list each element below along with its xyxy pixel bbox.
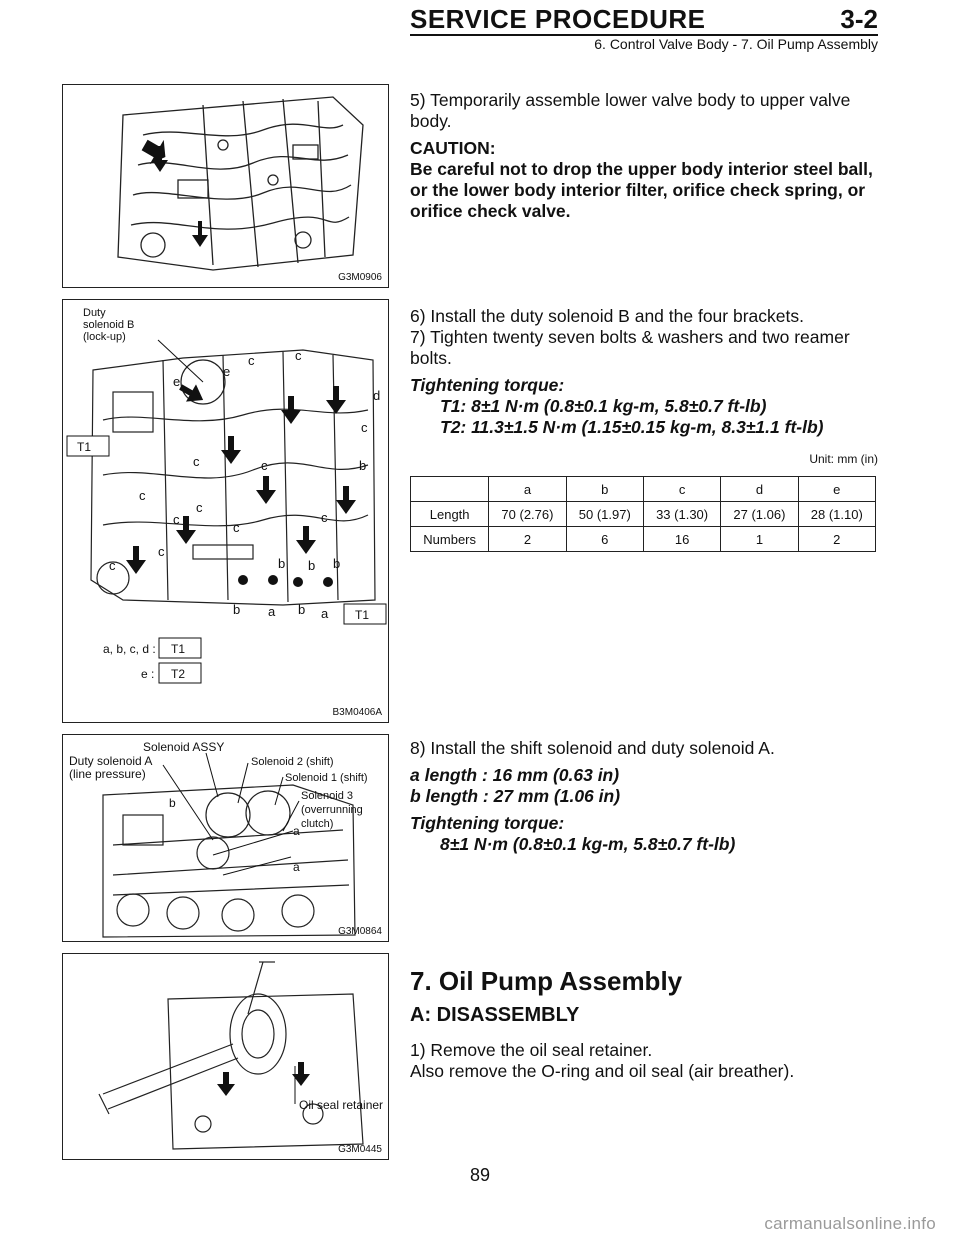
- table-cell: 6: [566, 527, 643, 552]
- section7-step1: 1) Remove the oil seal retainer.: [410, 1040, 653, 1060]
- table-unit: Unit: mm (in): [809, 452, 878, 466]
- oil-seal-retainer-label: Oil seal retainer: [299, 1098, 384, 1112]
- figure-bolt-locations: [62, 299, 389, 723]
- table-cell: 70 (2.76): [489, 502, 566, 527]
- t1-tag: T1: [355, 608, 370, 622]
- figure-id: G3M0864: [338, 926, 382, 937]
- table-header-cell: c: [643, 477, 720, 502]
- duty-solenoid-label-2: solenoid B: [83, 319, 135, 331]
- page-number: 89: [469, 1165, 491, 1185]
- b-length: b length : 27 mm (1.06 in): [410, 786, 621, 806]
- table-cell: 33 (1.30): [643, 502, 720, 527]
- section-title: 7. Oil Pump Assembly: [410, 966, 683, 996]
- label-b: b: [333, 556, 341, 571]
- table-header-cell: b: [566, 477, 643, 502]
- legend-e: e :: [141, 667, 155, 681]
- figure-id: B3M0406A: [332, 707, 382, 718]
- label-c: c: [193, 454, 200, 469]
- table-cell: 50 (1.97): [566, 502, 643, 527]
- section-number: 3-2: [840, 4, 878, 34]
- step6-text: 6) Install the duty solenoid B and the four brackets.: [410, 306, 804, 326]
- label-e: e: [173, 374, 181, 389]
- label-c: c: [233, 520, 240, 535]
- oil-pump-illustration: [63, 954, 388, 1159]
- step8-text: 8) Install the shift solenoid and duty solenoid A.: [410, 738, 775, 758]
- solenoid2-label: Solenoid 2 (shift): [251, 756, 334, 768]
- solenoid3-label-3: clutch): [301, 818, 334, 830]
- torque-title: Tightening torque:: [410, 813, 565, 833]
- table-row: [411, 527, 876, 552]
- step5-text: 5) Temporarily assemble lower valve body to upper valve body.: [410, 90, 851, 131]
- solenoid-assy-label: Solenoid ASSY: [143, 740, 225, 754]
- legend-abcd: a, b, c, d :: [103, 642, 156, 656]
- label-a: a: [321, 606, 329, 621]
- label-a: a: [293, 824, 300, 838]
- duty-a-label-2: (line pressure): [69, 767, 146, 781]
- solenoid3-label-2: (overrunning: [301, 804, 363, 816]
- label-b: b: [359, 458, 367, 473]
- valve-body-illustration: [63, 85, 388, 287]
- label-c: c: [321, 510, 328, 525]
- label-c: c: [248, 353, 255, 368]
- table-cell: Numbers: [411, 527, 489, 552]
- solenoid1-label: Solenoid 1 (shift): [285, 772, 368, 784]
- label-c: c: [196, 500, 203, 515]
- duty-solenoid-label-1: Duty: [83, 307, 106, 319]
- torque-value: 8±1 N·m (0.8±0.1 kg-m, 5.8±0.7 ft-lb): [440, 834, 736, 854]
- table-cell: 28 (1.10): [798, 502, 875, 527]
- table-cell: 16: [643, 527, 720, 552]
- label-b: b: [278, 556, 286, 571]
- step8-block: [410, 738, 878, 861]
- torque-t1: T1: 8±1 N·m (0.8±0.1 kg-m, 5.8±0.7 ft-lb): [440, 396, 767, 416]
- watermark: carmanualsonline.info: [764, 1214, 936, 1233]
- figure-oil-pump: [62, 953, 389, 1160]
- torque-t2: T2: 11.3±1.5 N·m (1.15±0.15 kg-m, 8.3±1.1 ft-lb): [440, 417, 824, 437]
- figure-id: G3M0906: [338, 272, 382, 283]
- label-b: b: [233, 602, 241, 617]
- table-header-cell: d: [721, 477, 798, 502]
- step6-7-block: [410, 306, 878, 444]
- t1-tag: T1: [77, 440, 92, 454]
- figure-valve-body: [62, 84, 389, 288]
- a-length: a length : 16 mm (0.63 in): [410, 765, 620, 785]
- solenoids-illustration: [63, 735, 388, 941]
- torque-title: Tightening torque:: [410, 375, 565, 395]
- label-d: d: [373, 388, 381, 403]
- step7-text: 7) Tighten twenty seven bolts & washers and two reamer bolts.: [410, 327, 850, 368]
- table-header-cell: a: [489, 477, 566, 502]
- duty-solenoid-label-3: (lock-up): [83, 331, 126, 343]
- label-c: c: [295, 348, 302, 363]
- step5-block: [410, 90, 878, 228]
- caution-text: Be careful not to drop the upper body interior steel ball, or the lower body interior filter, orifice check spring, or orifice check valve.: [410, 159, 873, 221]
- table-header-cell: e: [798, 477, 875, 502]
- label-a: a: [268, 604, 276, 619]
- section7-step1b: Also remove the O-ring and oil seal (air breather).: [410, 1061, 795, 1081]
- caution-title: CAUTION:: [410, 138, 496, 158]
- header-title: SERVICE PROCEDURE: [410, 4, 706, 34]
- solenoid3-label: Solenoid 3: [301, 790, 353, 802]
- legend-t1: T1: [171, 642, 186, 656]
- table-cell: 2: [489, 527, 566, 552]
- table-header-cell: [411, 477, 489, 502]
- label-b: b: [298, 602, 306, 617]
- bolt-locations-illustration: [63, 300, 388, 722]
- figure-id: G3M0445: [338, 1144, 382, 1155]
- label-b: b: [308, 558, 316, 573]
- figure-solenoids: [62, 734, 389, 942]
- label-a: a: [293, 860, 300, 874]
- table-cell: 2: [798, 527, 875, 552]
- label-c: c: [361, 420, 368, 435]
- table-cell: 1: [721, 527, 798, 552]
- label-c: c: [139, 488, 146, 503]
- label-e: e: [223, 364, 231, 379]
- label-c: c: [173, 512, 180, 527]
- table-cell: 27 (1.06): [721, 502, 798, 527]
- table-header-row: [411, 477, 876, 502]
- duty-a-label: Duty solenoid A: [69, 754, 153, 768]
- bolt-spec-table: [410, 476, 876, 552]
- section7-step-block: [410, 1040, 878, 1088]
- header-subtitle: 6. Control Valve Body - 7. Oil Pump Assembly: [594, 36, 878, 52]
- label-b: b: [169, 796, 176, 810]
- subsection-title: A: DISASSEMBLY: [410, 1004, 580, 1026]
- legend-t2: T2: [171, 667, 186, 681]
- table-row: [411, 502, 876, 527]
- label-c: c: [158, 544, 165, 559]
- label-c: c: [261, 458, 268, 473]
- label-c: c: [109, 558, 116, 573]
- table-cell: Length: [411, 502, 489, 527]
